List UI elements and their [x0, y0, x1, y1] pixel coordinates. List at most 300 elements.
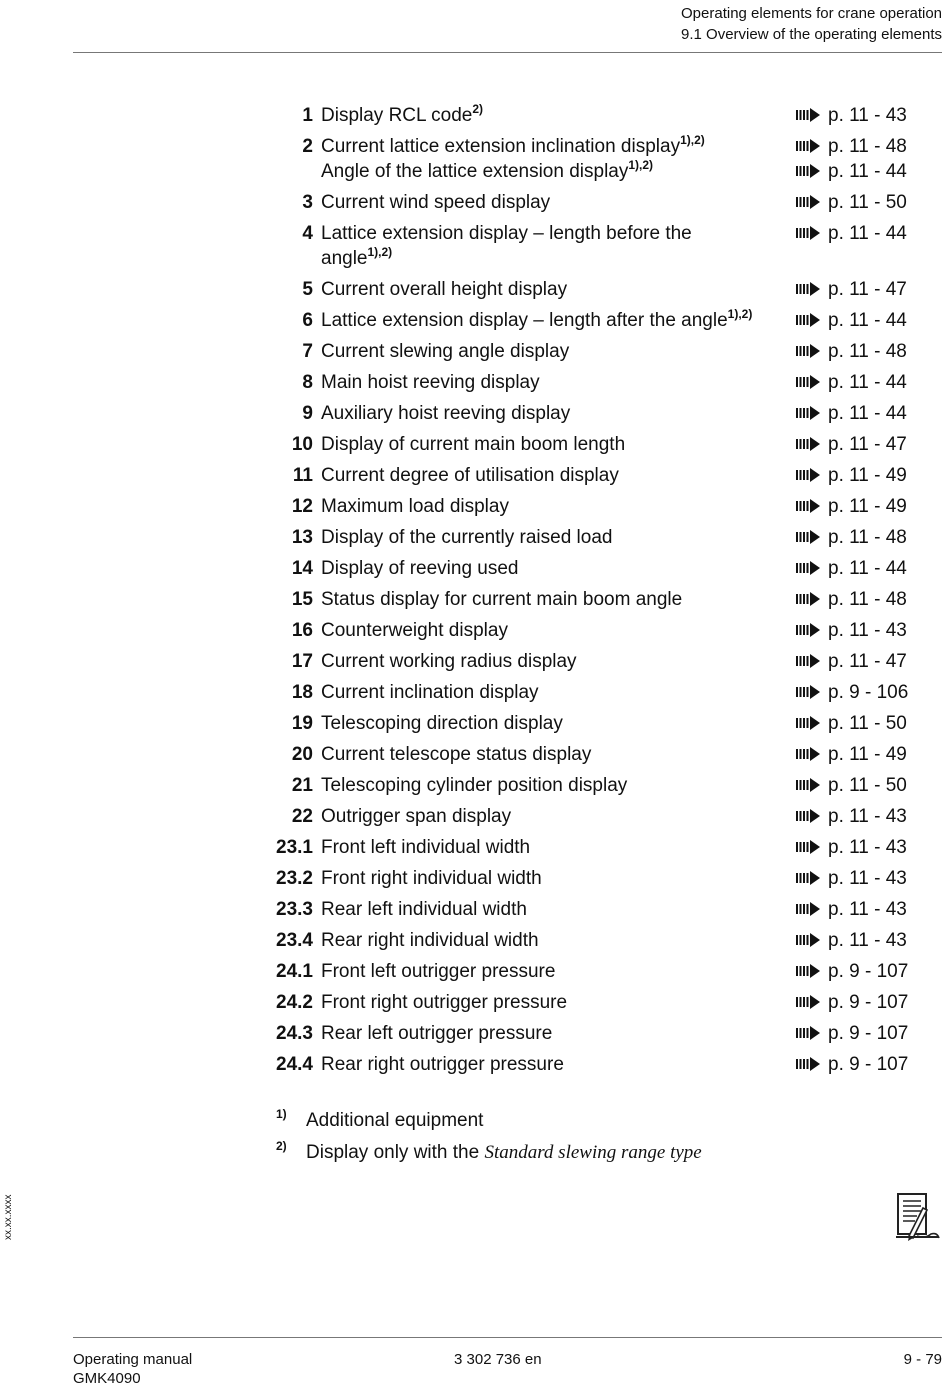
page-reference-link[interactable]	[796, 959, 908, 984]
list-item	[0, 308, 950, 333]
footnote-marker: 1),2)	[628, 158, 654, 172]
page-reference	[796, 308, 907, 333]
item-text: Maximum load display	[321, 496, 509, 517]
item-description-line	[321, 159, 791, 184]
reference-arrow-icon	[796, 468, 820, 482]
reference-arrow-icon	[796, 313, 820, 327]
footnote-marker: 1),2)	[680, 133, 705, 147]
item-number: 15	[291, 589, 313, 610]
list-item	[0, 134, 950, 184]
page-reference-link[interactable]	[796, 134, 907, 159]
item-description-line	[321, 897, 791, 922]
reference-arrow-icon	[796, 902, 820, 916]
item-number: 13	[291, 527, 313, 548]
item-text: Auxiliary hoist reeving display	[321, 403, 571, 424]
page-reference-text: p. 11 - 50	[828, 192, 907, 213]
page-reference	[796, 525, 907, 550]
item-description-line	[321, 587, 791, 612]
item-text: Lattice extension display – length after the angle	[321, 310, 728, 331]
list-item	[0, 463, 950, 488]
reference-arrow-icon	[796, 685, 820, 699]
item-description-line	[321, 990, 791, 1015]
page-reference-text: p. 11 - 44	[828, 310, 907, 331]
item-text: Front left individual width	[321, 837, 531, 858]
page-reference	[796, 835, 907, 860]
item-number: 23.4	[276, 930, 313, 951]
item-number: 22	[291, 806, 313, 827]
footnote-text	[306, 1108, 483, 1133]
item-description-line	[321, 711, 791, 736]
reference-arrow-icon	[796, 375, 820, 389]
item-description-line	[321, 463, 791, 488]
page-reference-text: p. 11 - 47	[828, 434, 907, 455]
page-reference	[796, 221, 907, 246]
item-number: 24.3	[276, 1023, 313, 1044]
page-reference-text: p. 11 - 48	[828, 341, 907, 362]
reference-arrow-icon	[796, 282, 820, 296]
reference-arrow-icon	[796, 840, 820, 854]
item-description	[321, 835, 791, 860]
reference-arrow-icon	[796, 406, 820, 420]
page-reference	[796, 959, 908, 984]
reference-arrow-icon	[796, 164, 820, 178]
item-description-line	[321, 1052, 791, 1077]
item-text: Counterweight display	[321, 620, 508, 641]
item-description	[321, 680, 791, 705]
item-description-line	[321, 308, 791, 333]
section-title: 9.1 Overview of the operating elements	[681, 26, 942, 43]
item-text: Current lattice extension inclination display	[321, 136, 681, 157]
item-number: 6	[302, 310, 313, 331]
page-reference-link[interactable]	[796, 103, 907, 128]
reference-arrow-icon	[796, 1026, 820, 1040]
item-description-line	[321, 742, 791, 767]
reference-arrow-icon	[796, 778, 820, 792]
page-reference	[796, 134, 907, 184]
page-reference	[796, 804, 907, 829]
footnote-marker: 2)	[472, 102, 484, 116]
page-reference-link[interactable]	[796, 680, 908, 705]
item-description-line	[321, 1021, 791, 1046]
page-reference-text: p. 11 - 44	[828, 372, 907, 393]
page-reference-link[interactable]	[796, 1021, 908, 1046]
page-reference	[796, 866, 907, 891]
item-description	[321, 308, 791, 333]
item-description-line	[321, 246, 791, 271]
item-number: 20	[291, 744, 313, 765]
item-text: Current telescope status display	[321, 744, 592, 765]
item-description-line	[321, 494, 791, 519]
page-reference	[796, 773, 907, 798]
item-text: Display RCL code	[321, 105, 473, 126]
page-reference-text: p. 11 - 49	[828, 744, 907, 765]
crane-model: GMK4090	[73, 1370, 141, 1387]
list-item	[0, 649, 950, 674]
list-item	[0, 401, 950, 426]
page-reference-text: p. 11 - 44	[828, 161, 907, 182]
list-item	[0, 804, 950, 829]
list-item	[0, 370, 950, 395]
item-description	[321, 649, 791, 674]
item-description	[321, 134, 791, 184]
page-reference-link[interactable]	[796, 308, 907, 333]
item-description	[321, 103, 791, 128]
page-reference	[796, 1052, 908, 1077]
side-document-code: xx.xx.xxxx	[3, 1194, 14, 1240]
item-description	[321, 897, 791, 922]
list-item	[0, 432, 950, 457]
page-reference	[796, 556, 907, 581]
item-description	[321, 1052, 791, 1077]
list-item	[0, 339, 950, 364]
item-number: 12	[291, 496, 313, 517]
list-item	[0, 103, 950, 128]
item-description	[321, 866, 791, 891]
item-description-line	[321, 649, 791, 674]
footnote-marker: 1),2)	[727, 307, 753, 321]
item-description-line	[321, 221, 791, 246]
list-item	[0, 221, 950, 271]
list-item	[0, 494, 950, 519]
item-description-line	[321, 432, 791, 457]
reference-arrow-icon	[796, 195, 820, 209]
page-reference-link[interactable]	[796, 221, 907, 246]
page-reference-text: p. 11 - 47	[828, 651, 907, 672]
item-text: Display of the currently raised load	[321, 527, 613, 548]
reference-arrow-icon	[796, 226, 820, 240]
footnote-marker: 1),2)	[367, 245, 393, 259]
item-number: 19	[291, 713, 313, 734]
page-reference-link[interactable]	[796, 1052, 908, 1077]
list-item	[0, 835, 950, 860]
page-reference	[796, 103, 907, 128]
item-description	[321, 190, 791, 215]
item-description	[321, 773, 791, 798]
list-item	[0, 587, 950, 612]
list-item	[0, 277, 950, 302]
page-reference-text: p. 11 - 48	[828, 589, 907, 610]
item-description	[321, 928, 791, 953]
item-description-line	[321, 773, 791, 798]
page-reference-text: p. 9 - 106	[828, 682, 909, 703]
item-number: 17	[291, 651, 313, 672]
page-reference-link[interactable]	[796, 618, 907, 643]
item-text: Angle of the lattice extension display	[321, 161, 629, 182]
list-item	[0, 1052, 950, 1077]
item-text: Current working radius display	[321, 651, 577, 672]
item-description	[321, 370, 791, 395]
item-text: Telescoping cylinder position display	[321, 775, 628, 796]
item-number: 18	[291, 682, 313, 703]
page-reference-link[interactable]	[796, 897, 907, 922]
item-number: 21	[291, 775, 313, 796]
item-text: Display of reeving used	[321, 558, 519, 579]
item-text: Display of current main boom length	[321, 434, 626, 455]
item-description	[321, 587, 791, 612]
item-number: 23.1	[276, 837, 313, 858]
item-description-line	[321, 959, 791, 984]
page-reference-link[interactable]	[796, 370, 907, 395]
page-reference-link[interactable]	[796, 432, 907, 457]
item-number: 23.2	[276, 868, 313, 889]
page-reference-link[interactable]	[796, 742, 907, 767]
list-item	[0, 773, 950, 798]
item-text: Current overall height display	[321, 279, 568, 300]
reference-arrow-icon	[796, 561, 820, 575]
page-reference	[796, 370, 907, 395]
item-text: Current degree of utilisation display	[321, 465, 619, 486]
reference-arrow-icon	[796, 654, 820, 668]
list-item	[0, 711, 950, 736]
page-reference-link[interactable]	[796, 804, 907, 829]
page-reference	[796, 401, 907, 426]
page-reference-text: p. 11 - 49	[828, 496, 907, 517]
item-description	[321, 463, 791, 488]
item-number: 4	[302, 223, 313, 244]
item-number: 14	[291, 558, 313, 579]
item-description-line	[321, 190, 791, 215]
reference-arrow-icon	[796, 933, 820, 947]
page-reference-link[interactable]	[796, 587, 907, 612]
list-item	[0, 525, 950, 550]
item-description-line	[321, 370, 791, 395]
reference-arrow-icon	[796, 499, 820, 513]
item-text: Front left outrigger pressure	[321, 961, 556, 982]
item-description-line	[321, 835, 791, 860]
item-number: 2	[302, 136, 313, 157]
item-text: Rear left individual width	[321, 899, 527, 920]
item-text: angle	[321, 248, 368, 269]
page-reference	[796, 463, 907, 488]
reference-arrow-icon	[796, 437, 820, 451]
item-description-line	[321, 339, 791, 364]
footer-divider	[73, 1337, 942, 1338]
item-description	[321, 221, 791, 271]
item-description	[321, 959, 791, 984]
list-item	[0, 1021, 950, 1046]
item-description	[321, 556, 791, 581]
page-reference-text: p. 11 - 43	[828, 899, 907, 920]
chapter-title: Operating elements for crane operation	[681, 5, 942, 22]
reference-arrow-icon	[796, 716, 820, 730]
page-reference-text: p. 11 - 44	[828, 558, 907, 579]
item-text: Rear left outrigger pressure	[321, 1023, 553, 1044]
footer-left	[73, 1350, 192, 1388]
item-description-line	[321, 804, 791, 829]
item-text: Current inclination display	[321, 682, 539, 703]
footnote-text	[306, 1140, 702, 1165]
page-reference-text: p. 11 - 48	[828, 136, 907, 157]
page-reference-text: p. 9 - 107	[828, 992, 909, 1013]
page-reference-link[interactable]	[796, 711, 907, 736]
list-item	[0, 618, 950, 643]
item-number: 23.3	[276, 899, 313, 920]
list-item	[0, 897, 950, 922]
reference-arrow-icon	[796, 1057, 820, 1071]
item-description-line	[321, 103, 791, 128]
list-item	[0, 866, 950, 891]
list-item	[0, 959, 950, 984]
item-description-line	[321, 928, 791, 953]
item-description-line	[321, 525, 791, 550]
item-description	[321, 1021, 791, 1046]
page-reference	[796, 618, 907, 643]
item-description-line	[321, 556, 791, 581]
footnote-mark: 2)	[276, 1139, 287, 1153]
page-reference-text: p. 11 - 47	[828, 279, 907, 300]
page-reference-text: p. 11 - 44	[828, 223, 907, 244]
item-text: Front right outrigger pressure	[321, 992, 568, 1013]
item-description-line	[321, 401, 791, 426]
page-reference-text: p. 9 - 107	[828, 1023, 909, 1044]
page-reference-link[interactable]	[796, 990, 908, 1015]
footnote-plain-text: Display only with the	[306, 1142, 485, 1163]
page-reference-link[interactable]	[796, 401, 907, 426]
footnote-plain-text: Additional equipment	[306, 1110, 484, 1131]
list-item	[0, 928, 950, 953]
item-description	[321, 618, 791, 643]
page-reference-text: p. 11 - 43	[828, 837, 907, 858]
item-text: Lattice extension display – length before the	[321, 223, 692, 244]
item-description	[321, 339, 791, 364]
page-reference-link[interactable]	[796, 277, 907, 302]
item-number: 8	[302, 372, 313, 393]
page-reference-link[interactable]	[796, 339, 907, 364]
page-reference-text: p. 11 - 50	[828, 713, 907, 734]
page-reference-text: p. 9 - 107	[828, 1054, 909, 1075]
reference-arrow-icon	[796, 139, 820, 153]
reference-arrow-icon	[796, 592, 820, 606]
page-reference	[796, 897, 907, 922]
item-text: Current wind speed display	[321, 192, 551, 213]
item-number: 24.4	[276, 1054, 313, 1075]
page-reference-text: p. 11 - 48	[828, 527, 907, 548]
item-number: 3	[302, 192, 313, 213]
page-reference	[796, 1021, 908, 1046]
page-reference-link[interactable]	[796, 463, 907, 488]
page-reference-link[interactable]	[796, 649, 907, 674]
page-reference	[796, 494, 907, 519]
reference-arrow-icon	[796, 871, 820, 885]
page-reference-link[interactable]	[796, 159, 907, 184]
item-description	[321, 711, 791, 736]
item-description-line	[321, 618, 791, 643]
item-number: 24.2	[276, 992, 313, 1013]
page-reference	[796, 432, 907, 457]
page-reference	[796, 587, 907, 612]
item-text: Telescoping direction display	[321, 713, 563, 734]
item-number: 16	[291, 620, 313, 641]
manual-type: Operating manual	[73, 1351, 193, 1368]
reference-arrow-icon	[796, 108, 820, 122]
item-number: 9	[302, 403, 313, 424]
page-reference-link[interactable]	[796, 866, 907, 891]
page-reference-text: p. 11 - 44	[828, 403, 907, 424]
page-reference	[796, 277, 907, 302]
reference-arrow-icon	[796, 995, 820, 1009]
item-number: 11	[292, 465, 313, 486]
page-reference-link[interactable]	[796, 835, 907, 860]
reference-arrow-icon	[796, 809, 820, 823]
list-item	[0, 190, 950, 215]
page-reference-text: p. 11 - 43	[828, 620, 907, 641]
item-description	[321, 525, 791, 550]
page-reference	[796, 680, 908, 705]
item-number: 24.1	[276, 961, 313, 982]
item-number: 1	[302, 105, 313, 126]
item-text: Status display for current main boom angle	[321, 589, 683, 610]
page-reference-link[interactable]	[796, 773, 907, 798]
page-reference	[796, 711, 907, 736]
item-description	[321, 494, 791, 519]
item-number: 10	[291, 434, 313, 455]
reference-arrow-icon	[796, 747, 820, 761]
document-number: 3 302 736 en	[454, 1351, 542, 1368]
item-text: Outrigger span display	[321, 806, 512, 827]
header-divider	[73, 52, 942, 53]
item-description	[321, 804, 791, 829]
page-reference-text: p. 11 - 50	[828, 775, 907, 796]
item-number: 7	[302, 341, 313, 362]
item-text: Main hoist reeving display	[321, 372, 540, 393]
footnote-italic-text: Standard slewing range type	[484, 1142, 702, 1163]
item-text: Rear right outrigger pressure	[321, 1054, 564, 1075]
item-number: 5	[302, 279, 313, 300]
list-item	[0, 742, 950, 767]
item-description-line	[321, 134, 791, 159]
item-description	[321, 742, 791, 767]
page-reference-text: p. 11 - 43	[828, 806, 907, 827]
reference-arrow-icon	[796, 344, 820, 358]
page-reference-text: p. 11 - 43	[828, 930, 907, 951]
page-reference-link[interactable]	[796, 928, 907, 953]
item-text: Current slewing angle display	[321, 341, 570, 362]
page-reference-link[interactable]	[796, 190, 907, 215]
reference-arrow-icon	[796, 530, 820, 544]
page-reference-link[interactable]	[796, 556, 907, 581]
page-reference	[796, 649, 907, 674]
page-reference-link[interactable]	[796, 525, 907, 550]
item-description	[321, 432, 791, 457]
reference-arrow-icon	[796, 623, 820, 637]
page-reference-text: p. 11 - 43	[828, 105, 907, 126]
list-item	[0, 556, 950, 581]
list-item	[0, 990, 950, 1015]
manual-pen-icon	[893, 1192, 941, 1242]
page-reference	[796, 990, 908, 1015]
page-reference	[796, 928, 907, 953]
page-reference-text: p. 11 - 43	[828, 868, 907, 889]
item-description	[321, 990, 791, 1015]
item-description-line	[321, 277, 791, 302]
list-item	[0, 680, 950, 705]
page-header	[681, 3, 942, 45]
page-number: 9 - 79	[903, 1351, 942, 1368]
item-description	[321, 277, 791, 302]
item-text: Front right individual width	[321, 868, 542, 889]
page-reference	[796, 742, 907, 767]
item-description	[321, 401, 791, 426]
footnote-mark: 1)	[276, 1107, 287, 1121]
item-description-line	[321, 866, 791, 891]
page-reference	[796, 339, 907, 364]
page-reference-text: p. 11 - 49	[828, 465, 907, 486]
page-reference-link[interactable]	[796, 494, 907, 519]
item-text: Rear right individual width	[321, 930, 539, 951]
item-description-line	[321, 680, 791, 705]
page-reference-text: p. 9 - 107	[828, 961, 909, 982]
reference-arrow-icon	[796, 964, 820, 978]
